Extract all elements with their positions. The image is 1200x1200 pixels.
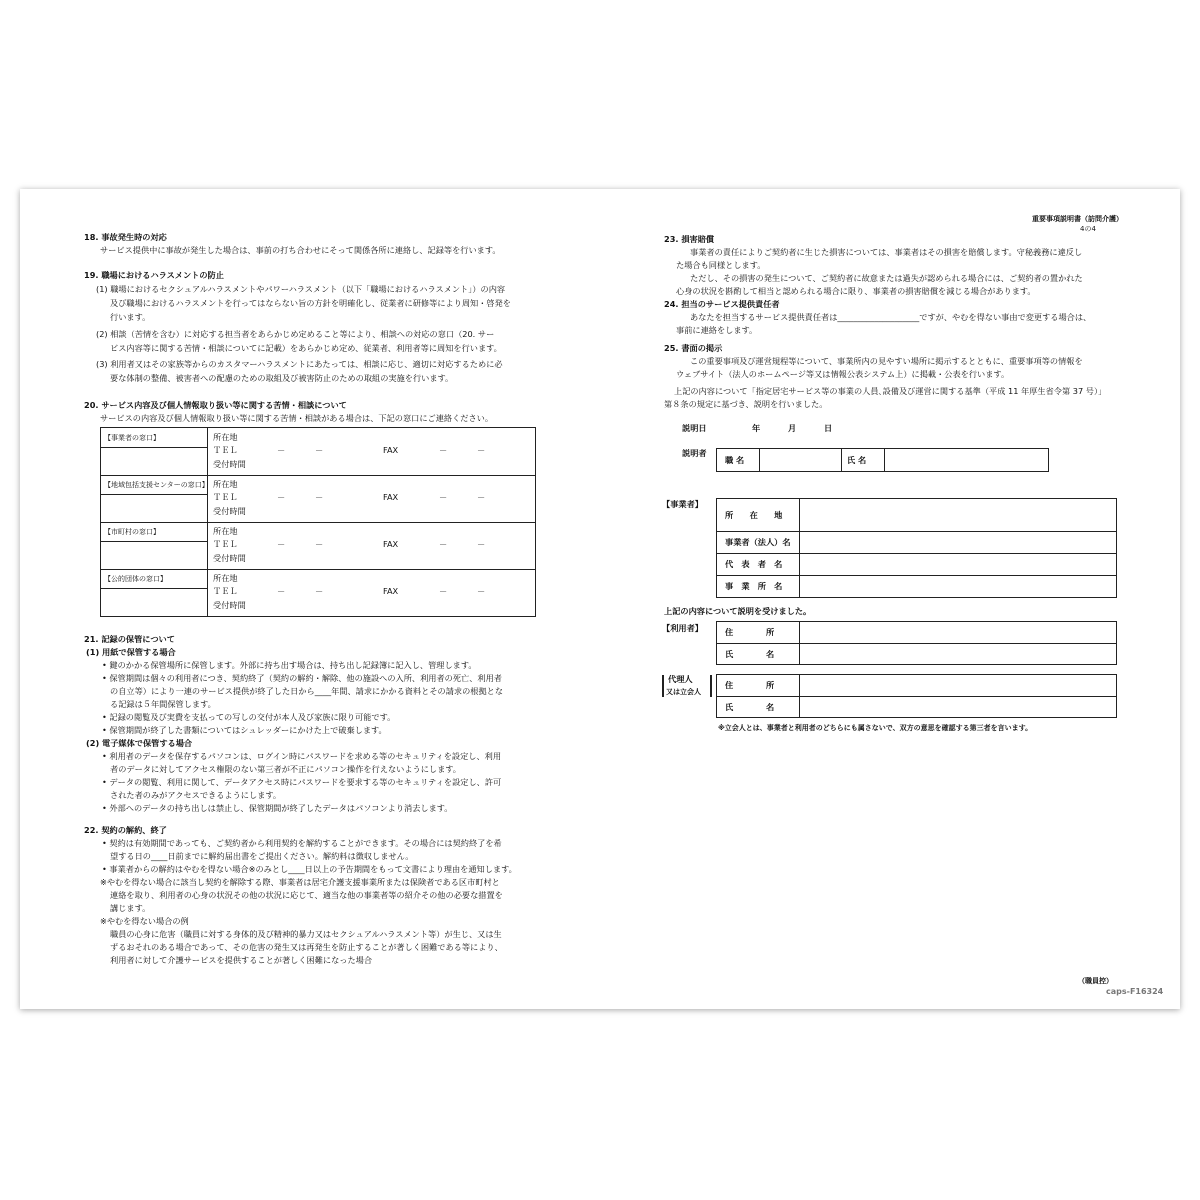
section-19-title: 19. 職場におけるハラスメントの防止 <box>84 270 224 280</box>
contract-line: • 事業者からの解約はやむを得ない場合※のみとし____日以上の予告期間をもって文書により理由を通知します。 <box>102 864 517 874</box>
fax-label: FAX <box>383 492 399 502</box>
section-18-text: サービス提供中に事故が発生した場合は、事前の打ち合わせにそって関係各所に連絡し、記録等を行います。 <box>100 245 501 255</box>
document-sheet <box>20 189 1180 1009</box>
agent-row-label: 住 所 <box>725 680 775 690</box>
record-item: 者のデータに対してアクセス権限のない第三者が不正にパソコン操作を行えないようにします。 <box>110 764 461 774</box>
provider-row-label: 代 表 者 名 <box>725 559 783 569</box>
section-25-title: 25. 書面の掲示 <box>664 343 723 353</box>
provider-box <box>716 498 1117 598</box>
agent-row-label: 氏 名 <box>725 702 775 712</box>
contact-block <box>101 475 535 523</box>
hours-label: 受付時間 <box>213 506 246 516</box>
user-label: 【利用者】 <box>662 623 703 633</box>
address-label: 所在地 <box>213 573 238 583</box>
record-item: • 保管期間が終了した書類についてはシュレッダーにかけた上で破棄します。 <box>102 725 387 735</box>
fax-label: FAX <box>383 586 399 596</box>
contract-line: 講じます。 <box>110 903 151 913</box>
dash: － <box>477 492 486 502</box>
footer-note: （職員控） <box>1078 977 1113 985</box>
provider-row-label: 所 在 地 <box>725 510 783 520</box>
received-text: 上記の内容について説明を受けました。 <box>664 606 812 616</box>
contact-block <box>101 522 535 570</box>
record-item: • 記録の閲覧及び実費を支払っての写しの交付が本人及び家族に限り可能です。 <box>102 712 396 722</box>
dash: － <box>477 445 486 455</box>
dash: － <box>277 445 286 455</box>
user-row-label: 氏 名 <box>725 649 775 659</box>
witness-note: ※立会人とは、事業者と利用者のどちらにも属さないで、双方の意思を確認する第三者を言います。 <box>718 724 1033 732</box>
provider-row-label: 事業者（法人）名 <box>725 537 791 547</box>
date-label: 説明日 <box>682 423 707 433</box>
month-label: 月 <box>788 423 797 433</box>
office-label: 【地域包括支援センターの窓口】 <box>104 481 209 489</box>
hours-label: 受付時間 <box>213 459 246 469</box>
dash: － <box>277 539 286 549</box>
responsible-line: あなたを担当するサービス提供責任者は____________________ですが、やむを得ない事由で変更する場合は、 <box>690 312 1092 322</box>
dash: － <box>439 539 448 549</box>
tel-label: ＴＥＬ <box>213 492 238 502</box>
hours-label: 受付時間 <box>213 553 246 563</box>
day-label: 日 <box>824 423 833 433</box>
posting-line: ウェブサイト（法人のホームページ等又は情報公表システム上）に掲載・公表を行います。 <box>676 369 1010 379</box>
explainer-label: 説明者 <box>682 448 707 458</box>
section-21-sub1: (1) 用紙で保管する場合 <box>86 647 176 657</box>
section-20-title: 20. サービス内容及び個人情報取り扱い等に関する苦情・相談について <box>84 400 347 410</box>
record-item: • データの閲覧、利用に関して、データアクセス時にパスワードを要求する等のセキュリティを設定し、許可 <box>102 777 502 787</box>
address-label: 所在地 <box>213 432 238 442</box>
record-item: • 保管期間は個々の利用者につき、契約終了（契約の解約・解除、他の施設への入所、利用者の死亡、利用者 <box>102 673 502 683</box>
section-23-title: 23. 損害賠償 <box>664 234 715 244</box>
contract-line: • 契約は有効期間であっても、ご契約者から利用契約を解約することができます。その場合には契約終了を希 <box>102 838 502 848</box>
dash: － <box>315 492 324 502</box>
fax-label: FAX <box>383 445 399 455</box>
agent-box <box>716 674 1117 718</box>
section-19-line: (1) 職場におけるセクシュアルハラスメントやパワーハラスメント（以下「職場におけるハラスメント」）の内容 <box>96 284 506 294</box>
contact-block <box>101 428 535 476</box>
dash: － <box>439 492 448 502</box>
record-item: された者のみがアクセスできるようにします。 <box>110 790 282 800</box>
page-number: 4の4 <box>1080 225 1096 233</box>
section-19-line: 行います。 <box>110 312 151 322</box>
contact-table <box>100 427 536 617</box>
contact-block <box>101 569 535 616</box>
dash: － <box>439 586 448 596</box>
section-19-line: 要な体制の整備、被害者への配慮のための取組及び被害防止のための取組の実施を行います。 <box>110 373 454 383</box>
section-18-title: 18. 事故発生時の対応 <box>84 232 167 242</box>
record-item: • 外部へのデータの持ち出しは禁止し、保管期間が終了したデータはパソコンより消去します。 <box>102 803 453 813</box>
record-item: の自立等）により一連のサービス提供が終了した日から____年間、請求にかかる資料とその請求の根拠とな <box>110 686 504 696</box>
contract-line: ※やむを得ない場合の例 <box>100 916 189 926</box>
office-label: 【市町村の窓口】 <box>104 528 160 536</box>
dash: － <box>315 445 324 455</box>
contract-line: 連絡を取り、利用者の心身の状況その他の状況に応じて、適当な他の事業者等の紹介その他の必要な措置を <box>110 890 503 900</box>
posting-line: この重要事項及び運営規程等について、事業所内の見やすい場所に掲示するとともに、重要事項等の情報を <box>690 356 1083 366</box>
damages-line: 事業者の責任によりご契約者に生じた損害については、事業者はその損害を賠償します。守秘義務に違反し <box>690 247 1083 257</box>
address-label: 所在地 <box>213 479 238 489</box>
responsible-line: 事前に連絡をします。 <box>676 325 758 335</box>
section-21-sub2: (2) 電子媒体で保管する場合 <box>86 738 193 748</box>
section-24-title: 24. 担当のサービス提供責任者 <box>664 299 780 309</box>
user-box <box>716 621 1117 665</box>
agent-label: 代理人 <box>668 674 693 684</box>
record-item: • 鍵のかかる保管場所に保管します。外部に持ち出す場合は、持ち出し記録簿に記入し、管理します。 <box>102 660 477 670</box>
dash: － <box>477 586 486 596</box>
record-item: る記録は５年間保管します。 <box>110 699 216 709</box>
contract-line: 利用者に対して介護サービスを提供することが著しく困難になった場合 <box>110 955 373 965</box>
dash: － <box>315 586 324 596</box>
tel-label: ＴＥＬ <box>213 586 238 596</box>
doc-title: 重要事項説明書（訪問介護） <box>1032 215 1123 223</box>
contract-line: 職員の心身に危害（職員に対する身体的及び精神的暴力又はセクシュアルハラスメント等）が生じ、又は生 <box>110 929 502 939</box>
section-19-line: 及び職場におけるハラスメントを行ってはならない旨の方針を明確化し、従業者に研修等により周知・啓発を <box>110 298 511 308</box>
address-label: 所在地 <box>213 526 238 536</box>
damages-line: 心身の状況を斟酌して相当と認められる場合に限り、事業者の損害賠償を減じる場合があります。 <box>676 286 1036 296</box>
section-19-line: (3) 利用者又はその家族等からのカスタマーハラスメントにあたっては、相談に応じ、適切に対応するために必 <box>96 359 503 369</box>
fax-label: FAX <box>383 539 399 549</box>
dash: － <box>439 445 448 455</box>
section-22-title: 22. 契約の解約、終了 <box>84 825 167 835</box>
statement-line: 第８条の規定に基づき、説明を行いました。 <box>664 399 828 409</box>
contract-line: 望する日の____日前までに解約届出書をご提出ください。解約料は徴収しません。 <box>110 851 414 861</box>
damages-line: た場合も同様とします。 <box>676 260 766 270</box>
tel-label: ＴＥＬ <box>213 445 238 455</box>
office-label: 【公的団体の窓口】 <box>104 575 167 583</box>
section-19-line: ビス内容等に関する苦情・相談についてに記載）をあらかじめ定め、従業者、利用者等に周知を行います。 <box>110 343 502 353</box>
office-label: 【事業者の窓口】 <box>104 434 160 442</box>
damages-line: ただし、その損害の発生について、ご契約者に故意または過失が認められる場合には、ご契約者の置かれた <box>690 273 1083 283</box>
dash: － <box>315 539 324 549</box>
tel-label: ＴＥＬ <box>213 539 238 549</box>
agent-label-sub: 又は立会人 <box>666 688 701 696</box>
dash: － <box>277 492 286 502</box>
section-21-title: 21. 記録の保管について <box>84 634 175 644</box>
dash: － <box>477 539 486 549</box>
provider-row-label: 事 業 所 名 <box>725 581 783 591</box>
product-code: caps-F16324 <box>1106 987 1164 996</box>
hours-label: 受付時間 <box>213 600 246 610</box>
statement-line: 上記の内容について「指定居宅サービス等の事業の人員､設備及び運営に関する基準（平成 11 年厚生省令第 37 号）」 <box>674 386 1107 396</box>
dash: － <box>277 586 286 596</box>
provider-label: 【事業者】 <box>662 499 703 509</box>
contract-line: ※やむを得ない場合に該当し契約を解除する際、事業者は居宅介護支援事業所または保険者である区市町村と <box>100 877 500 887</box>
job-label: 職 名 <box>725 455 745 465</box>
section-19-line: (2) 相談（苦情を含む）に対応する担当者をあらかじめ定めること等により、相談への対応の窓口（20. サー <box>96 329 495 339</box>
name-label: 氏 名 <box>847 455 867 465</box>
section-20-intro: サービスの内容及び個人情報取り扱い等に関する苦情・相談がある場合は、下記の窓口にご連絡ください。 <box>100 413 494 423</box>
explainer-box <box>716 448 1049 472</box>
record-item: • 利用者のデータを保存するパソコンは、ログイン時にパスワードを求める等のセキュリティを設定し、利用 <box>102 751 502 761</box>
contract-line: ずるおそれのある場合であって、その危害の発生又は再発生を防止することが著しく困難である等により、 <box>110 942 503 952</box>
year-label: 年 <box>752 423 761 433</box>
user-row-label: 住 所 <box>725 627 775 637</box>
